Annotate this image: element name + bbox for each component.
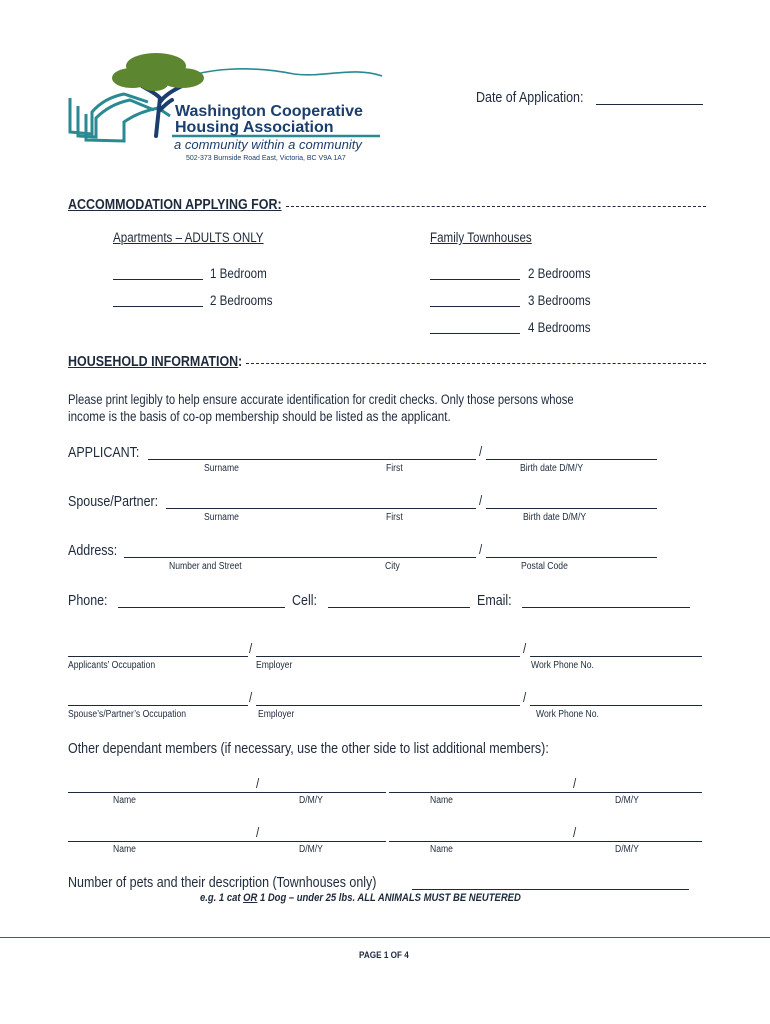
apartments-title: Apartments – ADULTS ONLY bbox=[113, 230, 264, 245]
spouse-work-phone-field[interactable] bbox=[530, 705, 702, 706]
slash-separator: / bbox=[479, 444, 483, 459]
address-postal-field[interactable] bbox=[486, 557, 657, 558]
slash-separator: / bbox=[523, 641, 527, 656]
dependant-4-field[interactable] bbox=[389, 841, 702, 842]
spouse-name-field[interactable] bbox=[166, 508, 476, 509]
email-field[interactable] bbox=[522, 607, 690, 608]
address-street-field[interactable] bbox=[124, 557, 476, 558]
address-label: Address: bbox=[68, 543, 118, 559]
coop-logo bbox=[64, 40, 384, 175]
first-caption: First bbox=[386, 512, 403, 523]
household-heading: HOUSEHOLD INFORMATION bbox=[68, 354, 239, 370]
applicant-label: APPLICANT: bbox=[68, 445, 140, 461]
birthdate-caption: Birth date D/M/Y bbox=[520, 463, 584, 474]
footer-rule bbox=[0, 937, 770, 938]
section-divider bbox=[246, 363, 706, 364]
applicant-name-field[interactable] bbox=[148, 459, 476, 460]
town-option-label: 3 Bedrooms bbox=[528, 293, 591, 308]
postal-code-caption: Postal Code bbox=[521, 561, 568, 572]
number-street-caption: Number and Street bbox=[169, 561, 242, 572]
town-2-bedroom-field[interactable] bbox=[430, 279, 520, 280]
name-caption: Name bbox=[113, 795, 136, 806]
pets-field[interactable] bbox=[412, 889, 689, 890]
townhouses-title: Family Townhouses bbox=[430, 230, 532, 245]
email-label: Email: bbox=[477, 593, 512, 609]
cell-label: Cell: bbox=[292, 593, 317, 609]
spouse-employer-field[interactable] bbox=[256, 705, 520, 706]
applicant-occupation-field[interactable] bbox=[68, 656, 248, 657]
logo-name-line1: Washington Cooperative bbox=[175, 103, 363, 120]
slash-separator: / bbox=[256, 776, 260, 791]
dmy-caption: D/M/Y bbox=[615, 795, 639, 806]
applicant-occupation-caption: Applicants’ Occupation bbox=[68, 660, 156, 671]
first-caption: First bbox=[386, 463, 403, 474]
employer-caption: Employer bbox=[258, 709, 295, 720]
dependants-heading: Other dependant members (if necessary, use the other side to list additional members): bbox=[68, 741, 549, 757]
apt-option-label: 2 Bedrooms bbox=[210, 293, 273, 308]
dmy-caption: D/M/Y bbox=[299, 795, 323, 806]
slash-separator: / bbox=[249, 690, 253, 705]
dependant-3-field[interactable] bbox=[68, 841, 386, 842]
name-caption: Name bbox=[430, 795, 453, 806]
phone-label: Phone: bbox=[68, 593, 108, 609]
surname-caption: Surname bbox=[204, 463, 239, 474]
apt-option-label: 1 Bedroom bbox=[210, 266, 267, 281]
name-caption: Name bbox=[430, 844, 453, 855]
birthdate-caption: Birth date D/M/Y bbox=[523, 512, 587, 523]
logo-tagline: a community within a community bbox=[174, 137, 362, 152]
household-heading-colon: : bbox=[238, 354, 243, 370]
town-3-bedroom-field[interactable] bbox=[430, 306, 520, 307]
applicant-birthdate-field[interactable] bbox=[486, 459, 657, 460]
page-number: PAGE 1 OF 4 bbox=[359, 950, 409, 961]
slash-separator: / bbox=[573, 825, 577, 840]
date-of-application-label: Date of Application: bbox=[476, 90, 584, 106]
phone-field[interactable] bbox=[118, 607, 285, 608]
town-option-label: 4 Bedrooms bbox=[528, 320, 591, 335]
section-divider bbox=[286, 206, 706, 207]
slash-separator: / bbox=[249, 641, 253, 656]
spouse-occupation-field[interactable] bbox=[68, 705, 248, 706]
pets-note: e.g. 1 cat OR 1 Dog – under 25 lbs. ALL ANIMALS MUST BE NEUTERED bbox=[200, 892, 521, 904]
slash-separator: / bbox=[573, 776, 577, 791]
employer-caption: Employer bbox=[256, 660, 293, 671]
date-of-application-field[interactable] bbox=[596, 104, 703, 105]
name-caption: Name bbox=[113, 844, 136, 855]
spouse-label: Spouse/Partner: bbox=[68, 494, 159, 510]
cell-field[interactable] bbox=[328, 607, 470, 608]
work-phone-caption: Work Phone No. bbox=[536, 709, 599, 720]
work-phone-caption: Work Phone No. bbox=[531, 660, 594, 671]
apt-2-bedroom-field[interactable] bbox=[113, 306, 203, 307]
slash-separator: / bbox=[479, 542, 483, 557]
dependant-2-field[interactable] bbox=[389, 792, 702, 793]
accommodation-heading: ACCOMMODATION APPLYING FOR: bbox=[68, 197, 282, 213]
slash-separator: / bbox=[256, 825, 260, 840]
spouse-occupation-caption: Spouse’s/Partner’s Occupation bbox=[68, 709, 187, 720]
town-option-label: 2 Bedrooms bbox=[528, 266, 591, 281]
dmy-caption: D/M/Y bbox=[299, 844, 323, 855]
slash-separator: / bbox=[523, 690, 527, 705]
instructions-line2: income is the basis of co-op membership should be listed as the applicant. bbox=[68, 409, 451, 424]
logo-address: 502-373 Burnside Road East, Victoria, BC V9A 1A7 bbox=[186, 155, 346, 162]
city-caption: City bbox=[385, 561, 400, 572]
spouse-birthdate-field[interactable] bbox=[486, 508, 657, 509]
apt-1-bedroom-field[interactable] bbox=[113, 279, 203, 280]
surname-caption: Surname bbox=[204, 512, 239, 523]
dmy-caption: D/M/Y bbox=[615, 844, 639, 855]
applicant-work-phone-field[interactable] bbox=[530, 656, 702, 657]
instructions-line1: Please print legibly to help ensure accurate identification for credit checks. Only those persons whose bbox=[68, 392, 574, 407]
applicant-employer-field[interactable] bbox=[256, 656, 520, 657]
slash-separator: / bbox=[479, 493, 483, 508]
logo-name-line2: Housing Association bbox=[175, 119, 334, 136]
town-4-bedroom-field[interactable] bbox=[430, 333, 520, 334]
pets-label: Number of pets and their description (Townhouses only) bbox=[68, 875, 377, 891]
dependant-1-field[interactable] bbox=[68, 792, 386, 793]
